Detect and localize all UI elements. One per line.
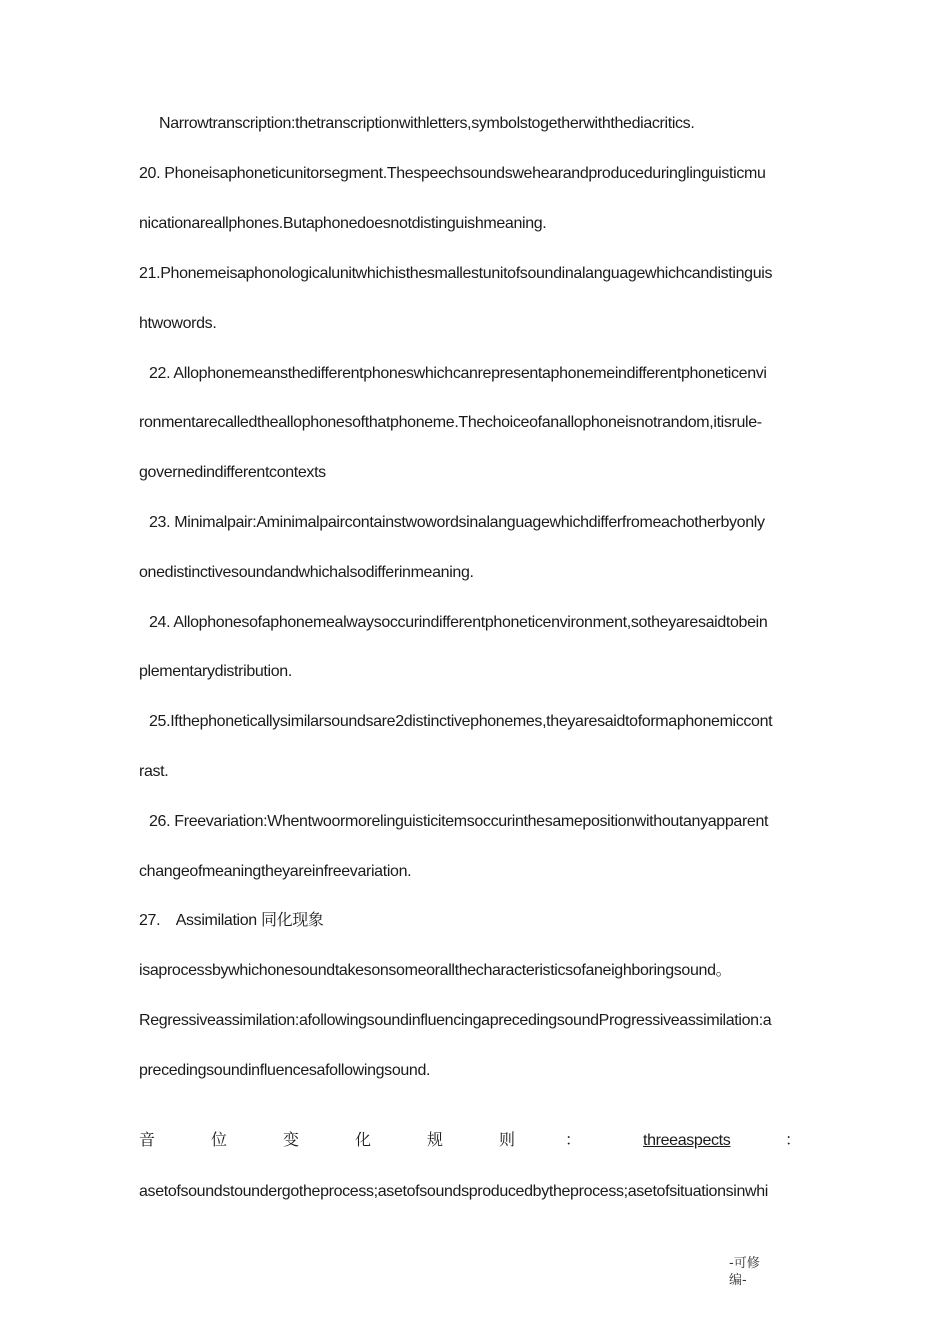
text-line-item-23-cont: onedistinctivesoundandwhichalsodifferinmeaning. xyxy=(139,564,474,581)
text-line-item-27-cont-1: isaprocessbywhichonesoundtakesonsomeorallthecharacteristicsofaneighboringsound。 xyxy=(139,962,732,979)
text-line-item-24: 24. Allophonesofaphonemealwaysoccurindifferentphoneticenvironment,sotheyaresaidtobein xyxy=(149,614,768,631)
text-line-item-22-cont-1: ronmentarecalledtheallophonesofthatphoneme.Thechoiceofanallophoneisnotrandom,itisrule- xyxy=(139,414,762,431)
footer-line-2: 编- xyxy=(729,1273,747,1288)
rule-heading-char: 则 xyxy=(499,1132,516,1149)
text-line-item-26: 26. Freevariation:Whentwoormorelinguisticitemsoccurinthesamepositionwithoutanyapparent xyxy=(149,813,769,830)
text-line-item-27-cont-3: precedingsoundinfluencesafollowingsound. xyxy=(139,1062,431,1079)
rule-heading-char: 变 xyxy=(283,1132,300,1149)
text-line-item-20: 20. Phoneisaphoneticunitorsegment.Thespeechsoundswehearandproduceduringlinguisticmu xyxy=(139,165,766,182)
footer-line-1: -可修 xyxy=(729,1256,760,1271)
rule-heading xyxy=(139,1131,801,1153)
text-line-item-27: 27. Assimilation 同化现象 xyxy=(139,912,324,929)
rule-heading-char: ： xyxy=(565,1132,582,1149)
text-line-item-26-cont: changeofmeaningtheyareinfreevariation. xyxy=(139,863,412,880)
text-line-item-24-cont: plementarydistribution. xyxy=(139,663,292,680)
text-line-item-22-cont-2: governedindifferentcontexts xyxy=(139,464,326,481)
page-footer-note xyxy=(729,1255,760,1289)
text-line-item-27-cont-2: Regressiveassimilation:afollowingsoundinfluencingaprecedingsoundProgressiveassimilation:a xyxy=(139,1012,772,1029)
rule-heading-char: 位 xyxy=(211,1132,228,1149)
text-line-item-25: 25.Ifthephoneticallysimilarsoundsare2distinctivephonemes,theyaresaidtoformaphonemiccont xyxy=(149,713,773,730)
text-line-narrow-transcription: Narrowtranscription:thetranscriptionwithletters,symbolstogetherwiththediacritics. xyxy=(159,115,695,132)
rule-heading-char: 化 xyxy=(355,1132,372,1149)
rule-heading-char: 规 xyxy=(427,1132,444,1149)
text-line-item-21-cont: htwowords. xyxy=(139,315,217,332)
text-line-item-25-cont: rast. xyxy=(139,763,169,780)
rule-heading-char: 音 xyxy=(139,1132,156,1149)
rule-heading-colon: ： xyxy=(785,1132,802,1149)
text-line-item-21: 21.Phonemeisaphonologicalunitwhichisthesmallestunitofsoundinalanguagewhichcandistinguis xyxy=(139,265,773,282)
text-line-item-23: 23. Minimalpair:Aminimalpaircontainstwowordsinalanguagewhichdifferfromeachotherbyonly xyxy=(149,514,765,531)
text-line-three-aspects: asetofsoundstoundergotheprocess;asetofsoundsproducedbytheprocess;asetofsituationsinwhi xyxy=(139,1183,769,1200)
rule-heading-term: threeaspects xyxy=(643,1132,731,1149)
text-line-item-20-cont: nicationareallphones.Butaphonedoesnotdistinguishmeaning. xyxy=(139,215,547,232)
text-line-item-22: 22. Allophonemeansthedifferentphoneswhichcanrepresentaphonemeindifferentphoneticenvi xyxy=(149,365,767,382)
